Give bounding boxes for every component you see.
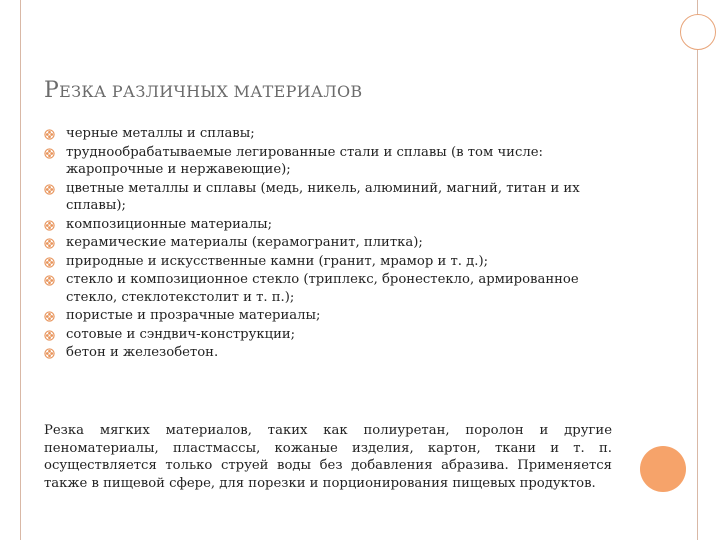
list-item <box>44 216 614 234</box>
title-initial: Р <box>44 78 60 103</box>
list-item-text: черные металлы и сплавы; <box>66 126 255 141</box>
flower-bullet-icon <box>44 311 55 322</box>
list-item-text: труднообрабатываемые легированные стали и сплавы (в том числе: жаропрочные и нержавеющие); <box>66 144 543 177</box>
left-border-line <box>20 0 21 540</box>
list-item <box>44 144 614 179</box>
list-item-text: сотовые и сэндвич-конструкции; <box>66 326 296 342</box>
list-item <box>44 271 614 306</box>
right-border-line <box>697 0 698 540</box>
list-item-text: бетон и железобетон. <box>66 345 219 360</box>
list-item-text: цветные металлы и сплавы (медь, никель, алюминий, магний, титан и их сплавы); <box>66 180 580 213</box>
list-item-text: керамические материалы (керамогранит, плитка); <box>66 235 423 250</box>
flower-bullet-icon <box>44 220 55 231</box>
flower-bullet-icon <box>44 257 55 268</box>
bullet-list <box>44 125 614 363</box>
list-item-text: пористые и прозрачные материалы; <box>66 308 321 323</box>
flower-bullet-icon <box>44 148 55 159</box>
decorative-circle-filled <box>640 446 686 492</box>
flower-bullet-icon <box>44 275 55 286</box>
list-item-text: природные и искусственные камни (гранит, мрамор и т. д.); <box>66 253 489 269</box>
list-item <box>44 307 614 325</box>
flower-bullet-icon <box>44 184 55 195</box>
list-item <box>44 344 614 362</box>
list-item <box>44 326 614 344</box>
list-item-text: стекло и композиционное стекло (триплекс, бронестекло, армированное стекло, стеклотекстолит и т. п.); <box>66 272 579 305</box>
slide-title <box>44 78 664 103</box>
list-item-text: композиционные материалы; <box>66 216 273 232</box>
flower-bullet-icon <box>44 238 55 249</box>
flower-bullet-icon <box>44 330 55 341</box>
flower-bullet-icon <box>44 348 55 359</box>
title-rest: ЕЗКА РАЗЛИЧНЫХ МАТЕРИАЛОВ <box>59 82 363 101</box>
flower-bullet-icon <box>44 129 55 140</box>
decorative-circle-outline <box>680 14 716 50</box>
list-item <box>44 180 614 215</box>
list-item <box>44 253 614 271</box>
list-item <box>44 125 614 143</box>
list-item <box>44 234 614 252</box>
body-paragraph: Резка мягких материалов, таких как полиуретан, поролон и другие пеноматериалы, пластмассы, кожаные изделия, картон, ткани и т. п. осуществляется только струей воды без добавления абразива. Применяется также в пищевой сфере, для порезки и порционирования пищевых продуктов. <box>44 423 612 491</box>
